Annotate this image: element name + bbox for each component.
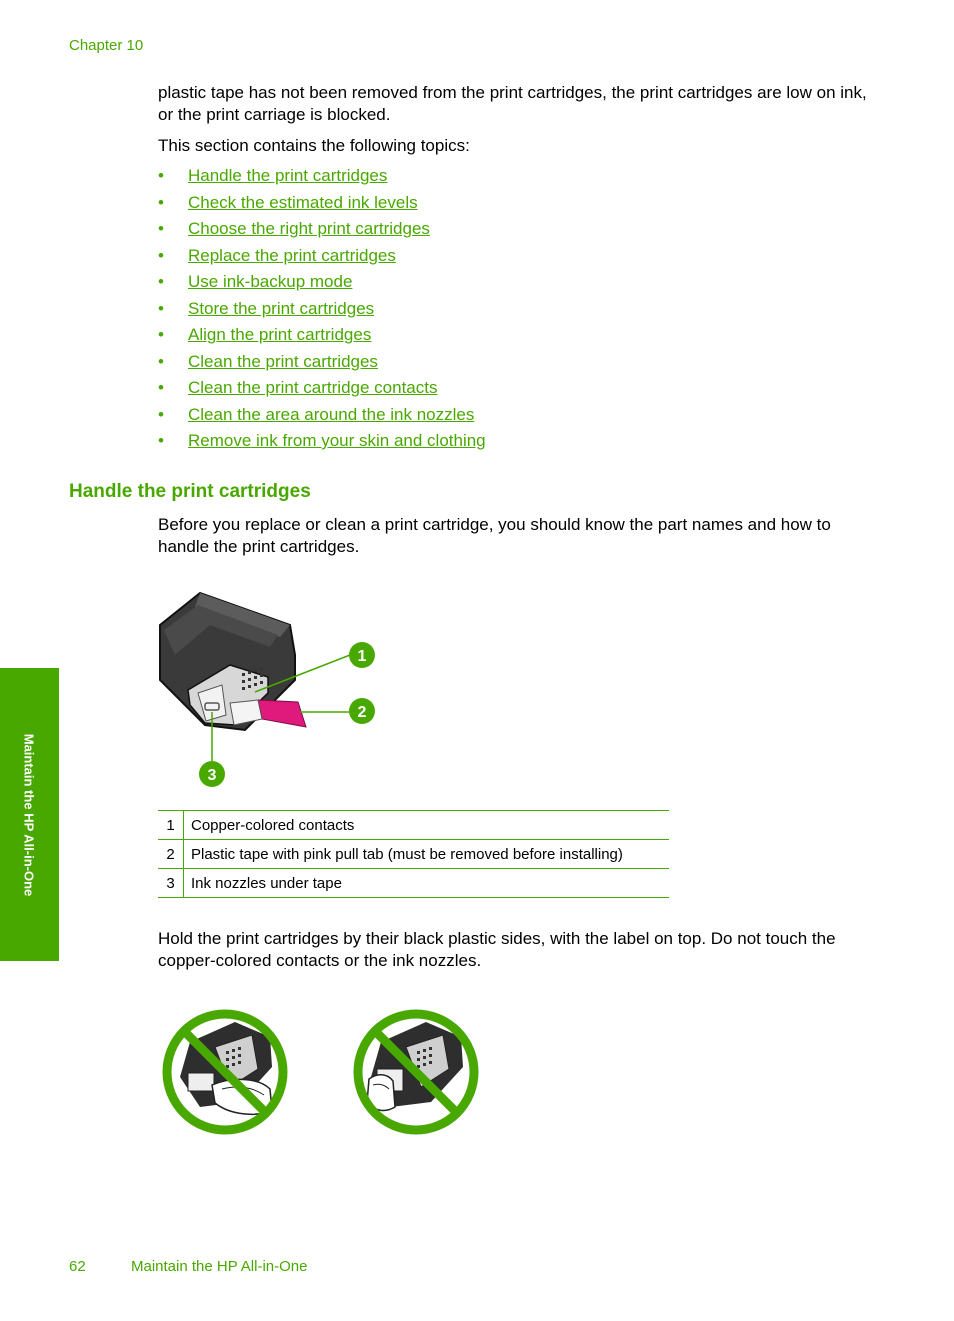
topic-link[interactable]: Check the estimated ink levels	[188, 192, 418, 212]
bullet: •	[158, 192, 164, 212]
topic-link[interactable]: Clean the area around the ink nozzles	[188, 404, 475, 424]
topic-link[interactable]: Remove ink from your skin and clothing	[188, 431, 486, 450]
part-number: 3	[158, 869, 184, 898]
no-touch-nozzles-illustration	[351, 1007, 481, 1137]
topic-link[interactable]: Store the print cartridges	[188, 298, 375, 318]
cartridge-illustration	[160, 593, 306, 730]
topics-intro: This section contains the following topics:	[158, 136, 470, 155]
topic-link[interactable]: Clean the print cartridges	[188, 351, 378, 371]
bullet: •	[158, 404, 164, 424]
topic-link[interactable]: Handle the print cartridges	[188, 166, 388, 185]
chapter-label: Chapter 10	[69, 37, 144, 54]
topic-link[interactable]: Choose the right print cartridges	[188, 219, 430, 238]
side-tab-label: Maintain the HP All-in-One	[21, 733, 37, 897]
footer-title: Maintain the HP All-in-One	[131, 1258, 308, 1275]
side-tab	[0, 668, 59, 961]
bullet: •	[158, 298, 164, 318]
handling-paragraph: Hold the print cartridges by their black plastic sides, with the label on top. Do not touch the copper-colored contacts or the ink nozzles.	[158, 929, 836, 970]
parts-table	[158, 810, 669, 898]
table-row	[158, 811, 669, 840]
part-label: Plastic tape with pink pull tab (must be removed before installing)	[184, 840, 670, 869]
table-row	[158, 840, 669, 869]
part-number: 1	[158, 811, 184, 840]
callout-label-2: 2	[357, 704, 367, 721]
bullet: •	[158, 351, 164, 371]
topic-link[interactable]: Replace the print cartridges	[188, 245, 396, 265]
page-number: 62	[69, 1258, 86, 1275]
part-number: 2	[158, 840, 184, 869]
bullet: •	[158, 431, 164, 450]
part-label: Ink nozzles under tape	[184, 869, 670, 898]
callout-label-1: 1	[357, 648, 367, 665]
topic-link[interactable]: Clean the print cartridge contacts	[188, 378, 438, 397]
cartridge-diagram	[150, 585, 390, 795]
section-heading: Handle the print cartridges	[69, 481, 311, 502]
no-touch-contacts-illustration	[160, 1007, 290, 1137]
callout-label-3: 3	[207, 767, 217, 784]
bullet: •	[158, 219, 164, 238]
topic-link[interactable]: Use ink-backup mode	[188, 272, 353, 291]
bullet: •	[158, 166, 164, 185]
bullet: •	[158, 378, 164, 397]
part-label: Copper-colored contacts	[184, 811, 670, 840]
bullet: •	[158, 245, 164, 265]
bullet: •	[158, 272, 164, 291]
topic-link[interactable]: Align the print cartridges	[188, 325, 372, 344]
section-paragraph: Before you replace or clean a print cartridge, you should know the part names and how to handle the print cartridges.	[158, 515, 831, 556]
intro-paragraph: plastic tape has not been removed from the print cartridges, the print cartridges are low on ink, or the print carriage is blocked.	[158, 83, 867, 124]
bullet: •	[158, 325, 164, 344]
table-row	[158, 869, 669, 898]
